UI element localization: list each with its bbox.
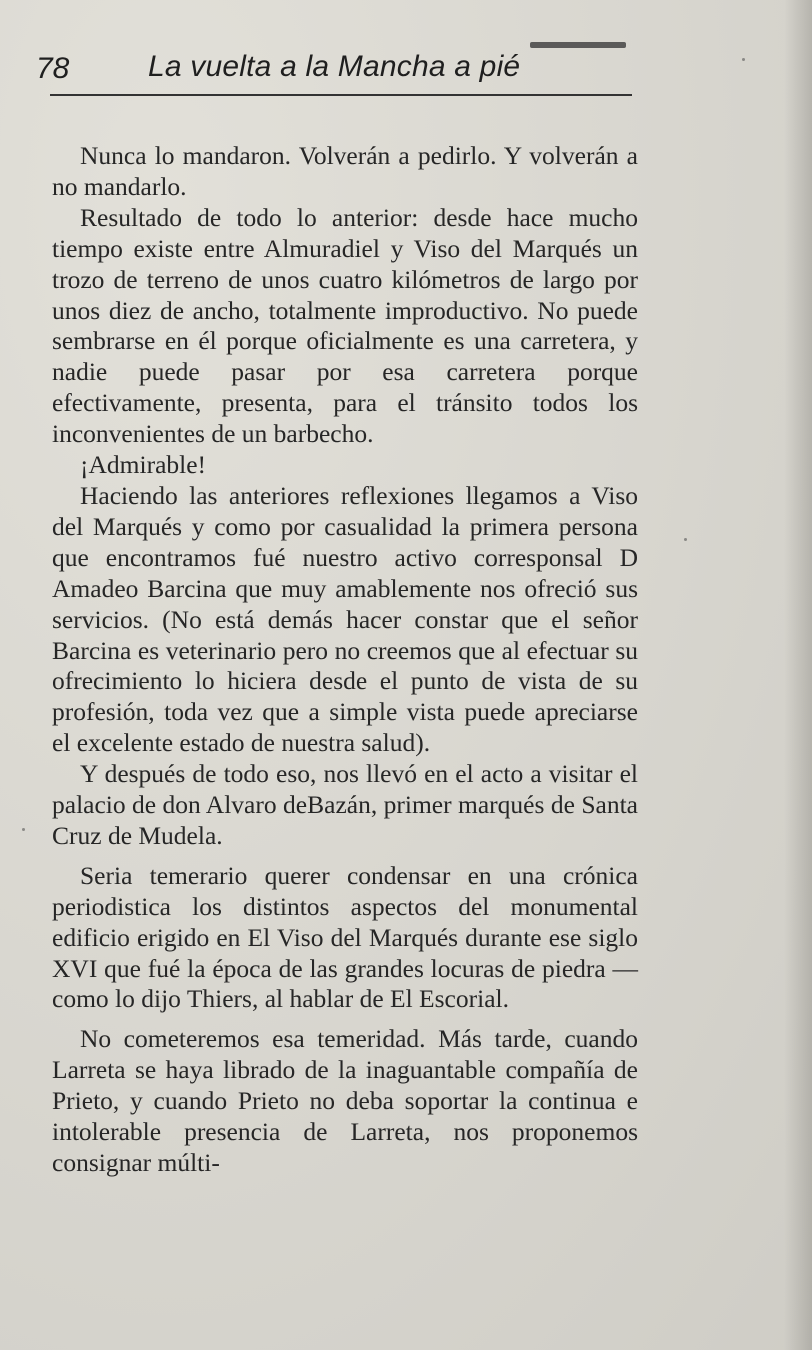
header-rule xyxy=(50,94,632,96)
page-number: 78 xyxy=(36,52,70,85)
paper-speck xyxy=(742,58,745,61)
paper-speck xyxy=(22,828,25,831)
page-edge-shadow xyxy=(784,0,812,1350)
paper-speck xyxy=(684,538,687,541)
page-header xyxy=(34,46,634,90)
paragraph: No cometeremos esa temeridad. Más tarde, cuando Larreta se haya librado de la inaguantable compañía de Prieto, y cuando Prieto no deba soportar la continua e intolerable presencia de Larreta, nos proponemos consignar múlti- xyxy=(52,1024,638,1177)
paragraph: Nunca lo mandaron. Volverán a pedirlo. Y volverán a no mandarlo. xyxy=(52,141,638,201)
paragraph: Haciendo las anteriores reflexiones llegamos a Viso del Marqués y como por casualidad la primera persona que encontramos fué nuestro activo corresponsal D Amadeo Barcina que muy amablemente nos ofreció sus servicios. (No está demás hacer constar que el señor Barcina es veterinario pero no creemos que al efectuar su ofrecimiento lo hiciera desde el punto de vista de su profesión, toda vez que a simple vista puede apreciarse el excelente estado de nuestra salud). xyxy=(52,480,638,758)
running-title: La vuelta a la Mancha a pié xyxy=(148,50,521,83)
paragraph: ¡Admirable! xyxy=(80,450,207,480)
paragraph: Y después de todo eso, nos llevó en el acto a visitar el palacio de don Alvaro deBazán, primer marqués de Santa Cruz de Mudela. xyxy=(52,759,638,850)
paragraph: Resultado de todo lo anterior: desde hace mucho tiempo existe entre Almuradiel y Viso del Marqués un trozo de terreno de unos cuatro kilómetros de largo por unos diez de ancho, totalmente improductivo. No puede sembrarse en él porque oficialmente es una carretera, y nadie puede pasar por esa carretera porque efectivamente, presenta, para el tránsito todos los inconvenientes de un barbecho. xyxy=(52,202,638,449)
ink-mark xyxy=(530,42,626,48)
paragraph: Seria temerario querer condensar en una crónica periodistica los distintos aspectos del monumental edificio erigido en El Viso del Marqués durante ese siglo XVI que fué la época de las grandes locuras de piedra —como lo dijo Thiers, al hablar de El Escorial. xyxy=(52,860,638,1014)
body-text xyxy=(52,141,638,1179)
